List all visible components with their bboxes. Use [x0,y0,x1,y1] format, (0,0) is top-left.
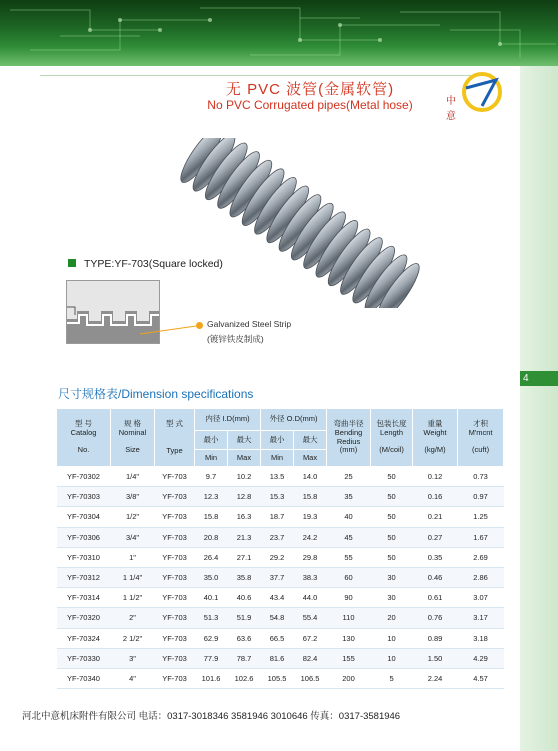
table-cell: 105.5 [261,668,294,688]
header-id-min: Min [195,450,228,467]
table-cell: 5 [371,668,413,688]
callout-material-en: Galvanized Steel Strip [207,319,292,329]
table-cell: YF-70340 [57,668,111,688]
table-cell: YF-703 [155,547,195,567]
table-cell: 12.8 [228,487,261,507]
table-cell: 38.3 [294,567,327,587]
table-cell: 55.4 [294,608,327,628]
table-cell: 9.7 [195,467,228,487]
table-cell: 0.97 [458,487,504,507]
table-cell: 24.2 [294,527,327,547]
header-id-max-zh: 最大 [228,431,261,450]
table-cell: 1/4" [111,467,155,487]
company-logo [446,70,512,122]
table-cell: YF-703 [155,567,195,587]
header-type: 型 式 Type [155,409,195,467]
table-cell: 0.89 [413,628,458,648]
table-cell: 35.0 [195,567,228,587]
header-od-min: Min [261,450,294,467]
table-cell: 10.2 [228,467,261,487]
table-cell: 35 [327,487,371,507]
table-row [57,567,504,587]
table-cell: 10 [371,628,413,648]
header-volume: 才积 M'mcnt (cuft) [458,409,504,467]
table-cell: 0.46 [413,567,458,587]
table-cell: 90 [327,588,371,608]
table-cell: 3/4" [111,527,155,547]
table-cell: YF-703 [155,527,195,547]
table-cell: 1.25 [458,507,504,527]
table-row [57,467,504,487]
callout-material-zh: (镀锌铁皮制成) [207,334,264,344]
table-cell: 1.67 [458,527,504,547]
table-cell: 26.4 [195,547,228,567]
table-cell: 15.8 [195,507,228,527]
table-cell: 101.6 [195,668,228,688]
table-cell: 55 [327,547,371,567]
table-cell: 78.7 [228,648,261,668]
table-cell: 200 [327,668,371,688]
table-cell: YF-703 [155,467,195,487]
table-cell: 35.8 [228,567,261,587]
table-row [57,588,504,608]
table-row [57,648,504,668]
header-od-max-zh: 最大 [294,431,327,450]
table-cell: 0.35 [413,547,458,567]
table-cell: 4.29 [458,648,504,668]
footer-contact: 河北中意机床附件有限公司 电话：0317-3018346 3581946 3010646 传真：0317-3581946 [22,711,401,722]
title-english: No PVC Corrugated pipes(Metal hose) [207,98,413,112]
table-cell: 29.2 [261,547,294,567]
table-cell: 130 [327,628,371,648]
table-cell: 66.5 [261,628,294,648]
table-row [57,527,504,547]
table-cell: 50 [371,487,413,507]
table-cell: YF-70320 [57,608,111,628]
table-cell: 51.3 [195,608,228,628]
table-cell: 20.8 [195,527,228,547]
table-cell: 54.8 [261,608,294,628]
table-cell: YF-70324 [57,628,111,648]
table-cell: YF-70303 [57,487,111,507]
table-cell: 82.4 [294,648,327,668]
dimension-section-title: 尺寸规格表/Dimension specifications [58,387,254,401]
table-cell: 44.0 [294,588,327,608]
table-cell: 155 [327,648,371,668]
table-cell: YF-70312 [57,567,111,587]
table-cell: 15.3 [261,487,294,507]
table-cell: YF-70330 [57,648,111,668]
header-od-max: Max [294,450,327,467]
table-cell: 50 [371,507,413,527]
table-cell: 2" [111,608,155,628]
table-cell: 21.3 [228,527,261,547]
table-cell: 1.50 [413,648,458,668]
table-cell: 10 [371,648,413,668]
header-nominal: 规 格 Nominal Size [111,409,155,467]
table-row [57,608,504,628]
table-cell: YF-70304 [57,507,111,527]
table-cell: 0.21 [413,507,458,527]
table-cell: 12.3 [195,487,228,507]
table-cell: 1/2" [111,507,155,527]
table-cell: 40.1 [195,588,228,608]
table-cell: 0.61 [413,588,458,608]
table-cell: 3.07 [458,588,504,608]
table-row [57,547,504,567]
table-cell: 0.76 [413,608,458,628]
table-cell: 30 [371,588,413,608]
right-side-bar [520,66,558,751]
table-cell: 15.8 [294,487,327,507]
header-od-min-zh: 最小 [261,431,294,450]
table-cell: 110 [327,608,371,628]
table-cell: 1" [111,547,155,567]
table-cell: YF-70310 [57,547,111,567]
table-cell: 4.57 [458,668,504,688]
table-cell: 50 [371,527,413,547]
table-cell: 40.6 [228,588,261,608]
table-cell: YF-70306 [57,527,111,547]
table-cell: 37.7 [261,567,294,587]
product-type-label: TYPE:YF-703(Square locked) [68,258,223,270]
table-cell: 50 [371,547,413,567]
table-cell: 25 [327,467,371,487]
circuit-pattern-graphic [0,0,558,66]
table-cell: 102.6 [228,668,261,688]
table-cell: YF-703 [155,507,195,527]
header-outer-diameter: 外径 O.D(mm) [261,409,327,431]
green-bullet-icon [68,259,76,267]
table-cell: 2.24 [413,668,458,688]
table-cell: 43.4 [261,588,294,608]
table-cell: YF-703 [155,628,195,648]
logo-text: 中意 [446,96,482,122]
table-cell: 16.3 [228,507,261,527]
table-cell: YF-703 [155,608,195,628]
table-cell: 3.18 [458,628,504,648]
table-row [57,487,504,507]
table-cell: 0.12 [413,467,458,487]
table-cell: 4" [111,668,155,688]
table-cell: 51.9 [228,608,261,628]
header-id-min-zh: 最小 [195,431,228,450]
table-cell: YF-703 [155,648,195,668]
header-inner-diameter: 内径 I.D(mm) [195,409,261,431]
table-cell: YF-70302 [57,467,111,487]
table-cell: YF-703 [155,588,195,608]
table-cell: 3.17 [458,608,504,628]
table-row [57,668,504,688]
table-cell: 0.73 [458,467,504,487]
table-cell: 2 1/2" [111,628,155,648]
metal-hose-image [150,138,450,308]
table-cell: 1 1/4" [111,567,155,587]
table-cell: 2.69 [458,547,504,567]
table-cell: 67.2 [294,628,327,648]
table-cell: 0.16 [413,487,458,507]
table-row [57,507,504,527]
header-catalog: 型 号 Catalog No. [57,409,111,467]
table-cell: 62.9 [195,628,228,648]
table-cell: 2.86 [458,567,504,587]
table-cell: 45 [327,527,371,547]
table-cell: 50 [371,467,413,487]
table-cell: 23.7 [261,527,294,547]
header-weight: 重量 Weight (kg/M) [413,409,458,467]
table-cell: 77.9 [195,648,228,668]
callout-leader-line [140,320,200,340]
table-cell: 27.1 [228,547,261,567]
dimension-table [56,408,503,689]
title-chinese: 无 PVC 波管(金属软管) [225,81,395,98]
table-cell: 13.5 [261,467,294,487]
table-cell: 29.8 [294,547,327,567]
table-cell: 14.0 [294,467,327,487]
header-length: 包装长度 Length (M/coil) [371,409,413,467]
table-cell: YF-70314 [57,588,111,608]
table-cell: 0.27 [413,527,458,547]
header-bending: 弯曲半径 Bending Redius (mm) [327,409,371,467]
table-cell: 3/8" [111,487,155,507]
table-row [57,628,504,648]
table-cell: YF-703 [155,668,195,688]
table-cell: 30 [371,567,413,587]
table-cell: 63.6 [228,628,261,648]
table-cell: 81.6 [261,648,294,668]
table-cell: 20 [371,608,413,628]
table-cell: 40 [327,507,371,527]
header-banner [0,0,558,66]
table-cell: 19.3 [294,507,327,527]
table-cell: 106.5 [294,668,327,688]
table-cell: YF-703 [155,487,195,507]
table-cell: 18.7 [261,507,294,527]
page-number-tab: 4 [520,371,558,386]
table-cell: 60 [327,567,371,587]
table-cell: 1 1/2" [111,588,155,608]
table-cell: 3" [111,648,155,668]
header-id-max: Max [228,450,261,467]
title-underline [40,75,480,76]
